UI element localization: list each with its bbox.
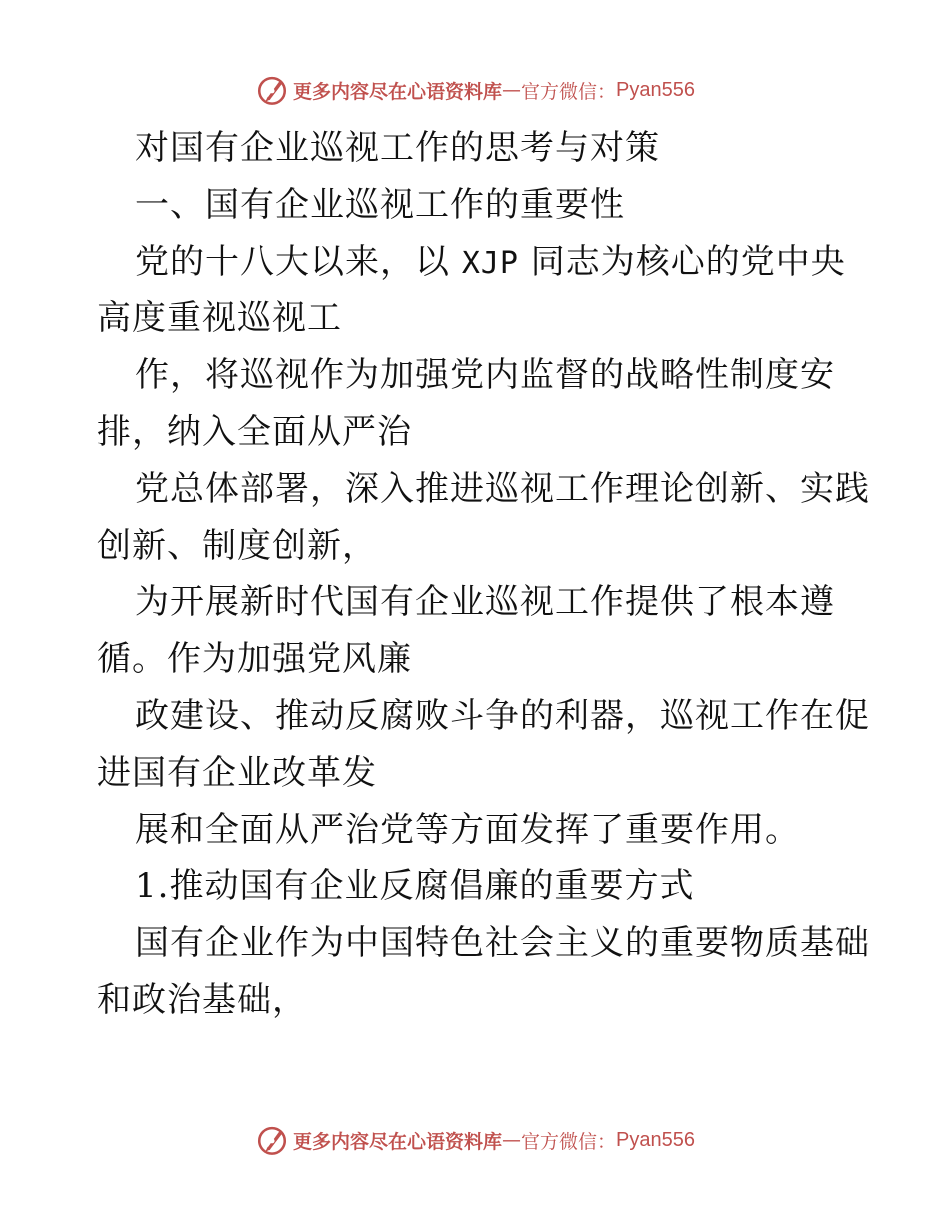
paragraph-line: 排，纳入全面从严治 [97, 411, 412, 452]
section-heading: 一、国有企业巡视工作的重要性 [135, 184, 625, 225]
document-body [97, 120, 870, 1029]
subsection-heading: 1.推动国有企业反腐倡廉的重要方式 [135, 866, 695, 907]
paragraph-line: 为开展新时代国有企业巡视工作提供了根本遵 [135, 582, 835, 623]
paragraph-line: 作，将巡视作为加强党内监督的战略性制度安 [135, 355, 835, 396]
header-watermark [0, 70, 950, 110]
watermark-text: 更多内容尽在心语资料库 [293, 1130, 503, 1153]
paragraph-line: 创新、制度创新， [97, 525, 377, 566]
paragraph-line: 展和全面从严治党等方面发挥了重要作用。 [135, 809, 800, 850]
paragraph-line: 循。作为加强党风廉 [97, 639, 412, 680]
document-title: 对国有企业巡视工作的思考与对策 [135, 128, 660, 168]
paragraph-line: 党的十八大以来，以 XJP 同志为核心的党中央 [135, 241, 846, 282]
paragraph-line: 党总体部署，深入推进巡视工作理论创新、实践 [135, 468, 870, 509]
watermark-separator: — [502, 1129, 522, 1151]
watermark-separator: — [502, 79, 522, 101]
paragraph-line: 和政治基础， [97, 979, 307, 1020]
latin-abbrev: XJP [461, 245, 519, 281]
watermark-text: 更多内容尽在心语资料库 [293, 80, 503, 103]
watermark-wechat-label: 官方微信： [521, 1130, 617, 1153]
paragraph-line: 进国有企业改革发 [97, 752, 377, 793]
quill-logo-icon [255, 1123, 289, 1157]
paragraph-line: 政建设、推动反腐败斗争的利器，巡视工作在促 [135, 695, 870, 736]
watermark-wechat-id: Pyan556 [616, 1128, 695, 1151]
footer-watermark [0, 1120, 950, 1160]
watermark-wechat-label: 官方微信： [521, 80, 617, 103]
paragraph-line: 国有企业作为中国特色社会主义的重要物质基础 [135, 923, 870, 964]
quill-logo-icon [255, 73, 289, 107]
paragraph-line: 高度重视巡视工 [97, 298, 342, 339]
watermark-wechat-id: Pyan556 [616, 78, 695, 101]
